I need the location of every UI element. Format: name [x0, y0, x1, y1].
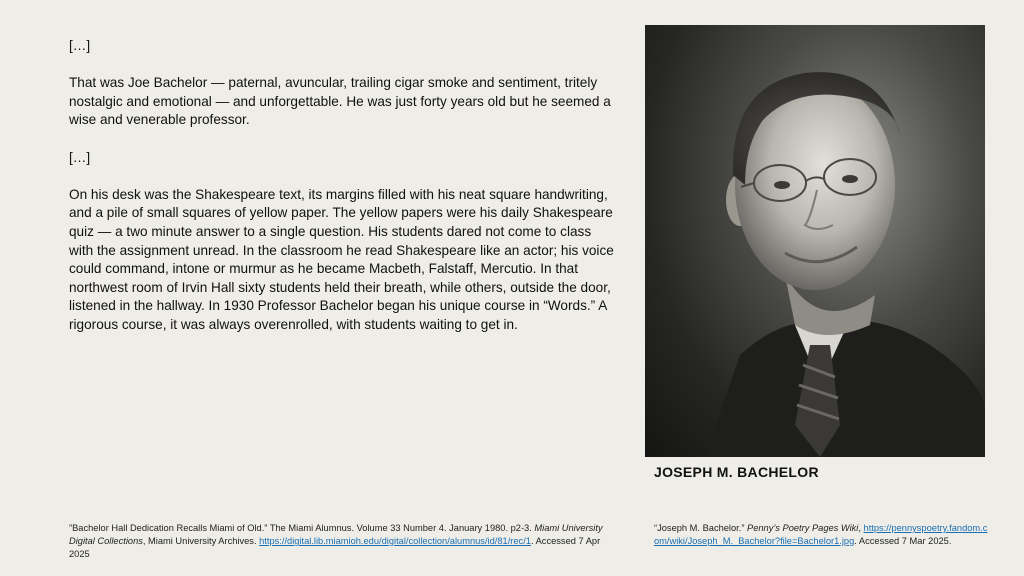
citation-right-accessed: . Accessed 7 Mar 2025. [854, 536, 952, 546]
citation-left-accessed: . Accessed 7 Apr 2025 [69, 536, 601, 559]
ellipsis-middle: […] [69, 149, 91, 165]
portrait-illustration [645, 25, 985, 457]
photo-caption: JOSEPH M. BACHELOR [654, 464, 819, 480]
citation-left-text: ”Bachelor Hall Dedication Recalls Miami of Old.” The Miami Alumnus. Volume 33 Number 4. January 1980. p2-3. [69, 523, 535, 533]
citation-left-link[interactable]: https://digital.lib.miamioh.edu/digital/collection/alumnus/id/81/rec/1 [259, 536, 531, 546]
citation-left-archive: , Miami University Archives. [142, 536, 260, 546]
citation-right-comma: , [858, 523, 864, 533]
citation-right-link[interactable]: https://pennyspoetry.fandom.com/wiki/Joseph_M._Bachelor?file=Bachelor1.jpg [654, 523, 988, 546]
citation-left-source: Miami University Digital Collections [69, 523, 603, 546]
ellipsis-top: […] [69, 38, 91, 53]
paragraph-second: On his desk was the Shakespeare text, its margins filled with his neat square handwriting, and a pile of small squares of yellow paper. The yellow papers were his daily Shakespeare quiz — a two minute answer to a single question. His students dared not come to class with the assignment unread. In the classroom he read Shakespeare like an actor; his voice could command, intone or murmur as he became Macbeth, Falstaff, Mercutio. In that northwest room of Irvin Hall sixty students held their breath, while others, outside the door, listened in the hallway. In 1930 Professor Bachelor began his unique course in “Words.” A rigorous course, it was always overenrolled, with students waiting to get in. [69, 186, 614, 332]
citation-right-text: “Joseph M. Bachelor.” [654, 523, 748, 533]
portrait-photo [645, 25, 985, 457]
citation-right [654, 522, 989, 548]
quote-text [69, 37, 619, 353]
citation-right-source: Penny’s Poetry Pages Wiki [747, 523, 859, 533]
citation-left [69, 522, 617, 561]
paragraph-first: That was Joe Bachelor — paternal, avuncular, trailing cigar smoke and sentiment, tritely nostalgic and emotional — and unforgettable. He was just forty years old but he seemed a wise and venerable professor. [69, 75, 611, 128]
